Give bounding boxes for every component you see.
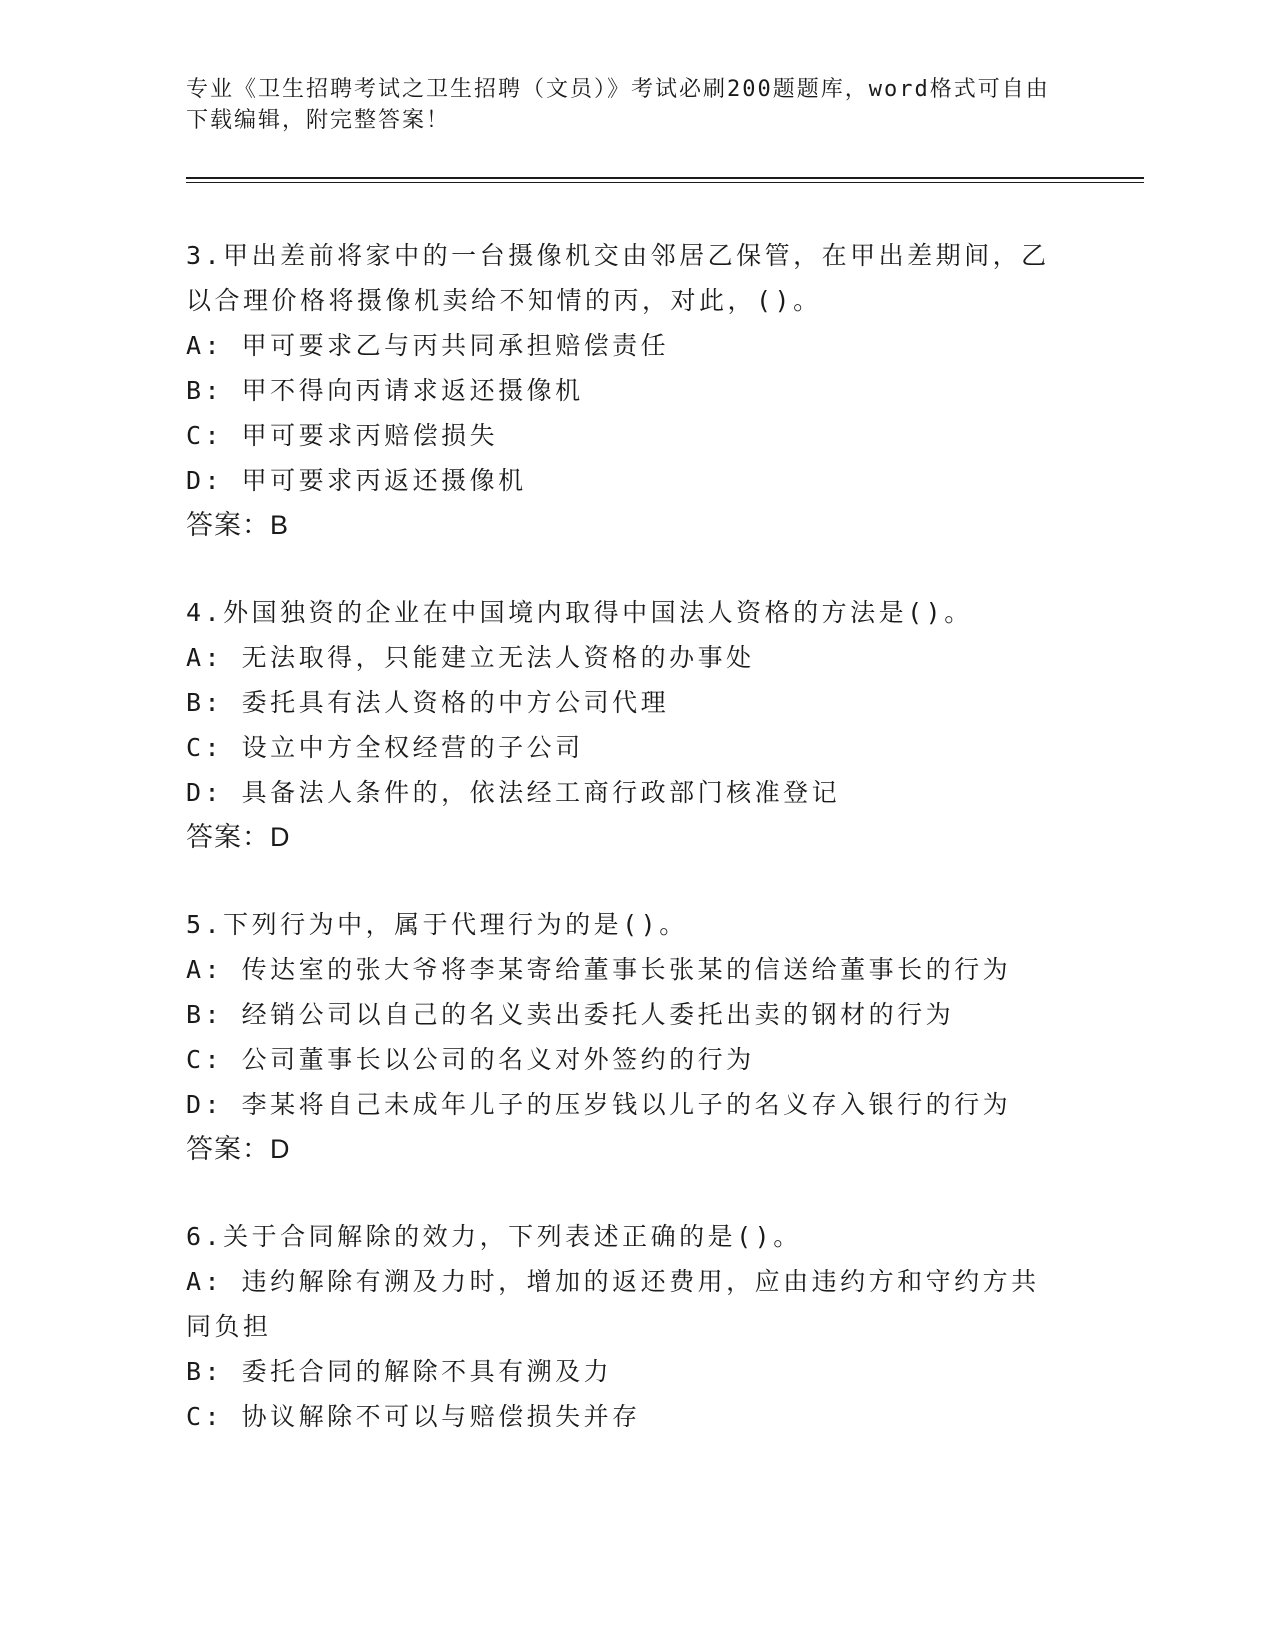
option-b: B: 委托合同的解除不具有溯及力 — [186, 1357, 613, 1386]
answer-label: 答案：B — [186, 510, 290, 540]
option-b: B: 经销公司以自己的名义卖出委托人委托出卖的钢材的行为 — [186, 1000, 955, 1029]
option-c: C: 协议解除不可以与赔偿损失并存 — [186, 1402, 641, 1431]
question-item — [186, 1214, 1066, 1439]
question-stem: 5.下列行为中，属于代理行为的是()。 — [186, 910, 688, 939]
question-list — [186, 233, 1066, 1481]
option-c: C: 甲可要求丙赔偿损失 — [186, 421, 499, 450]
answer-label: 答案：D — [186, 822, 291, 852]
question-item — [186, 902, 1066, 1172]
question-stem: 4.外国独资的企业在中国境内取得中国法人资格的方法是()。 — [186, 598, 973, 627]
document-header: 专业《卫生招聘考试之卫生招聘（文员）》考试必刷200题题库，word格式可自由下载编辑，附完整答案！ — [186, 77, 1050, 133]
option-d: D: 李某将自己未成年儿子的压岁钱以儿子的名义存入银行的行为 — [186, 1090, 1012, 1119]
option-c: C: 公司董事长以公司的名义对外签约的行为 — [186, 1045, 755, 1074]
option-b: B: 委托具有法人资格的中方公司代理 — [186, 688, 670, 717]
option-d: D: 具备法人条件的，依法经工商行政部门核准登记 — [186, 778, 841, 807]
question-item — [186, 233, 1066, 548]
option-d: D: 甲可要求丙返还摄像机 — [186, 466, 527, 495]
option-a: A: 传达室的张大爷将李某寄给董事长张某的信送给董事长的行为 — [186, 955, 1012, 984]
option-c: C: 设立中方全权经营的子公司 — [186, 733, 584, 762]
header-divider-thick — [186, 177, 1144, 179]
answer-label: 答案：D — [186, 1134, 291, 1164]
header-divider-thin — [186, 182, 1144, 183]
question-item — [186, 590, 1066, 860]
question-stem: 6.关于合同解除的效力，下列表述正确的是()。 — [186, 1222, 802, 1251]
option-b: B: 甲不得向丙请求返还摄像机 — [186, 376, 584, 405]
option-a: A: 无法取得，只能建立无法人资格的办事处 — [186, 643, 755, 672]
question-stem: 3.甲出差前将家中的一台摄像机交由邻居乙保管，在甲出差期间，乙以合理价格将摄像机卖给不知情的丙，对此，()。 — [186, 241, 1050, 315]
option-a: A: 违约解除有溯及力时，增加的返还费用，应由违约方和守约方共同负担 — [186, 1267, 1040, 1341]
option-a: A: 甲可要求乙与丙共同承担赔偿责任 — [186, 331, 670, 360]
